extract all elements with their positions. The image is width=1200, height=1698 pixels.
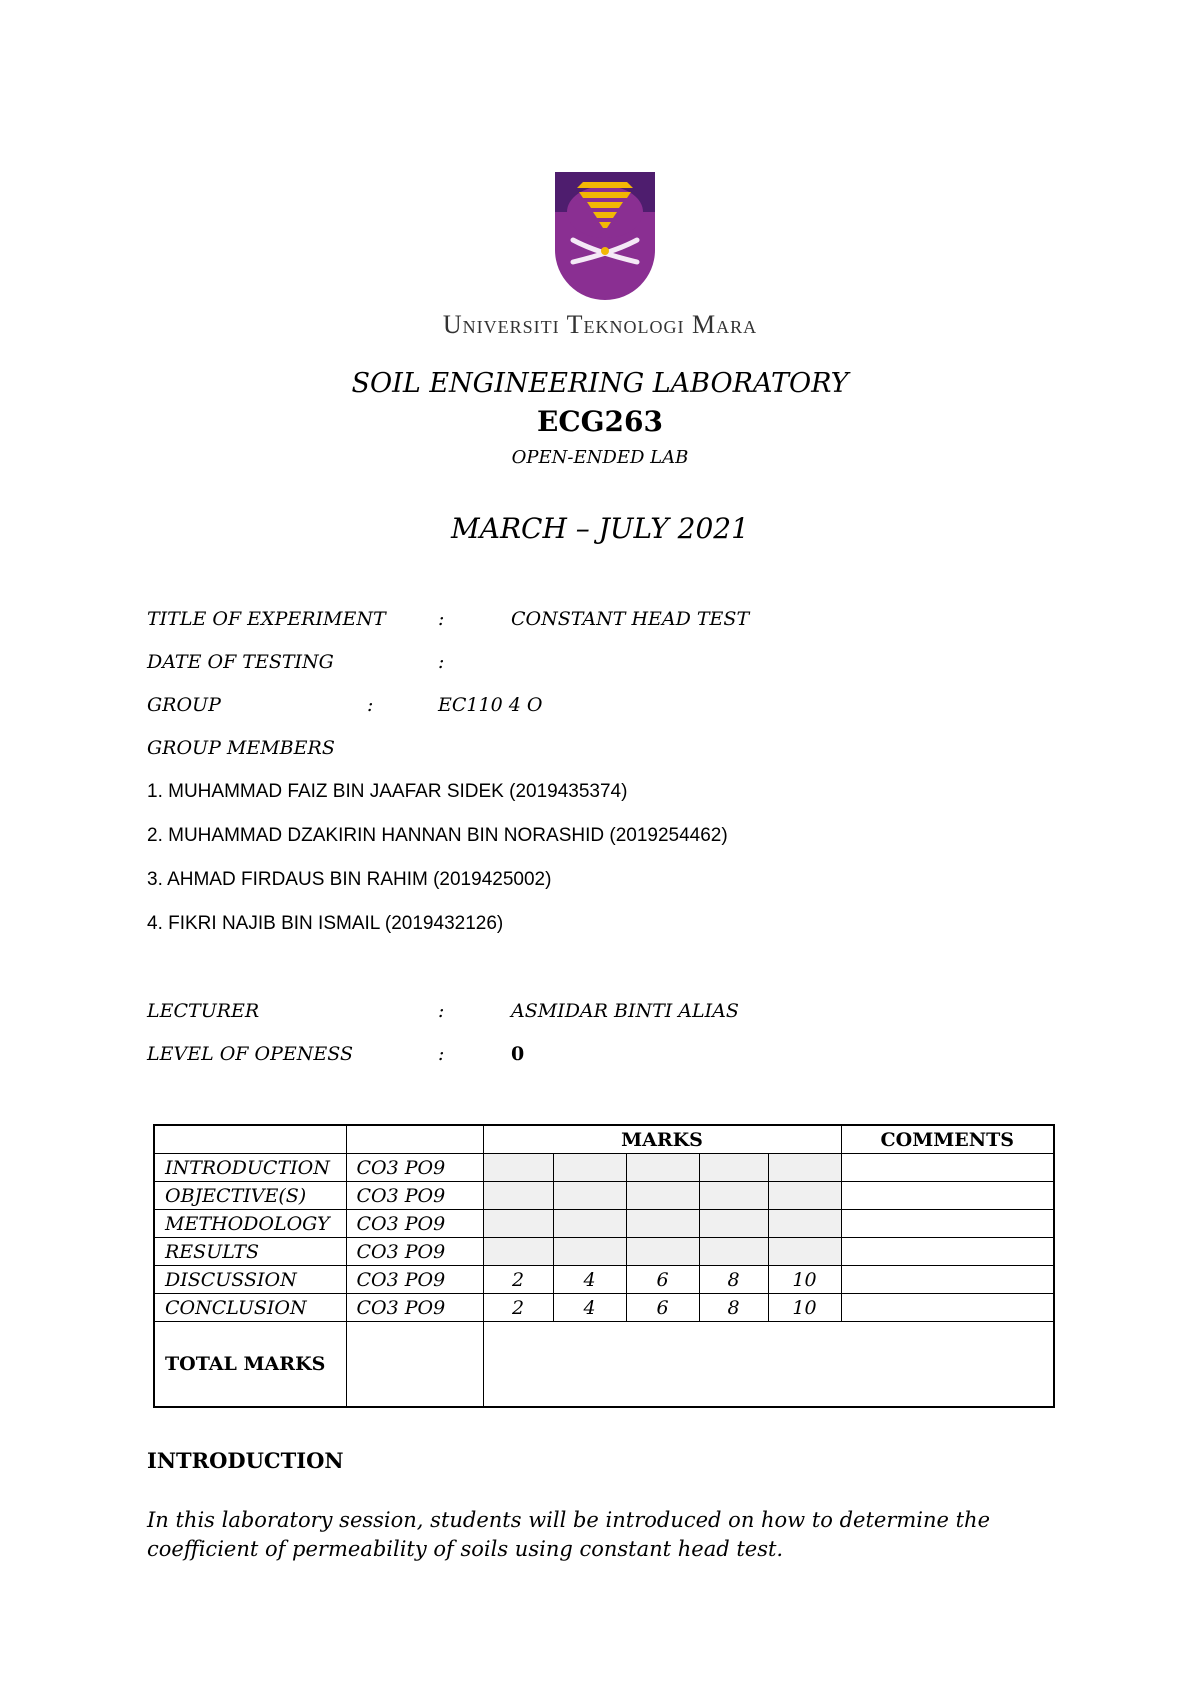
marks-header: MARKS [483, 1125, 841, 1154]
course-code: ECG263 [537, 405, 663, 438]
member-item: 2. MUHAMMAD DZAKIRIN HANNAN BIN NORASHID (2019254462) [147, 825, 728, 846]
comments-header: COMMENTS [841, 1125, 1054, 1154]
score-cell [553, 1182, 626, 1210]
uitm-crest-logo [555, 172, 655, 302]
score-cell: 8 [699, 1266, 768, 1294]
title-value: CONSTANT HEAD TEST [511, 608, 750, 630]
openess-value: 0 [511, 1043, 525, 1065]
score-cell: 2 [483, 1266, 553, 1294]
score-cell: 10 [768, 1294, 841, 1322]
score-cell [553, 1238, 626, 1266]
score-cell [626, 1154, 699, 1182]
table-cell [346, 1322, 483, 1408]
comment-cell [841, 1210, 1054, 1238]
score-cell [768, 1210, 841, 1238]
co-cell: CO3 PO9 [346, 1154, 483, 1182]
score-cell [768, 1182, 841, 1210]
section-cell: CONCLUSION [154, 1294, 346, 1322]
lecturer-label: LECTURER [147, 1000, 260, 1022]
score-cell: 6 [626, 1266, 699, 1294]
group-colon: : [367, 694, 374, 716]
table-row [154, 1266, 1054, 1294]
score-cell [553, 1210, 626, 1238]
co-cell: CO3 PO9 [346, 1238, 483, 1266]
introduction-text: In this laboratory session, students will be introduced on how to determine the coefficient of permeability of soils using constant head test. [147, 1508, 991, 1561]
score-cell: 6 [626, 1294, 699, 1322]
score-cell [626, 1210, 699, 1238]
table-row [154, 1294, 1054, 1322]
comment-cell [841, 1294, 1054, 1322]
section-cell: OBJECTIVE(S) [154, 1182, 346, 1210]
member-item: 3. AHMAD FIRDAUS BIN RAHIM (2019425002) [147, 869, 552, 890]
co-cell: CO3 PO9 [346, 1294, 483, 1322]
score-cell [699, 1238, 768, 1266]
table-cell [154, 1125, 346, 1154]
score-cell [483, 1210, 553, 1238]
lecturer-colon: : [438, 1000, 445, 1022]
section-cell: DISCUSSION [154, 1266, 346, 1294]
score-cell [483, 1154, 553, 1182]
table-row [154, 1154, 1054, 1182]
table-row [154, 1182, 1054, 1210]
score-cell [768, 1154, 841, 1182]
member-item: 1. MUHAMMAD FAIZ BIN JAAFAR SIDEK (2019435374) [147, 781, 628, 802]
co-cell: CO3 PO9 [346, 1182, 483, 1210]
comment-cell [841, 1266, 1054, 1294]
score-cell [626, 1182, 699, 1210]
title-colon: : [438, 608, 445, 630]
group-value: EC110 4 O [438, 694, 543, 716]
section-cell: INTRODUCTION [154, 1154, 346, 1182]
openess-label: LEVEL OF OPENESS [147, 1043, 353, 1065]
score-cell: 2 [483, 1294, 553, 1322]
table-cell [346, 1125, 483, 1154]
total-marks-label: TOTAL MARKS [154, 1322, 346, 1408]
score-cell [483, 1182, 553, 1210]
score-cell: 4 [553, 1294, 626, 1322]
co-cell: CO3 PO9 [346, 1266, 483, 1294]
introduction-heading: INTRODUCTION [147, 1448, 344, 1473]
date-label: DATE OF TESTING [147, 651, 334, 673]
openess-colon: : [438, 1043, 445, 1065]
total-marks-value [483, 1322, 1054, 1408]
total-row [154, 1322, 1054, 1408]
score-cell [626, 1238, 699, 1266]
lab-title: SOIL ENGINEERING LABORATORY [351, 368, 849, 399]
table-row [154, 1238, 1054, 1266]
section-cell: RESULTS [154, 1238, 346, 1266]
score-cell [553, 1154, 626, 1182]
date-colon: : [438, 651, 445, 673]
lecturer-value: ASMIDAR BINTI ALIAS [511, 1000, 739, 1022]
table-header-row [154, 1125, 1054, 1154]
marks-table [153, 1124, 1055, 1408]
group-label: GROUP [147, 694, 221, 716]
score-cell [483, 1238, 553, 1266]
score-cell [699, 1210, 768, 1238]
university-name: Universiti Teknologi Mara [442, 310, 758, 339]
members-label: GROUP MEMBERS [147, 737, 335, 759]
score-cell: 4 [553, 1266, 626, 1294]
co-cell: CO3 PO9 [346, 1210, 483, 1238]
semester: MARCH – JULY 2021 [451, 512, 749, 545]
comment-cell [841, 1154, 1054, 1182]
table-row [154, 1210, 1054, 1238]
member-item: 4. FIKRI NAJIB BIN ISMAIL (2019432126) [147, 913, 504, 934]
comment-cell [841, 1182, 1054, 1210]
score-cell: 10 [768, 1266, 841, 1294]
score-cell [699, 1154, 768, 1182]
score-cell [699, 1182, 768, 1210]
lab-type: OPEN-ENDED LAB [511, 447, 689, 468]
title-label: TITLE OF EXPERIMENT [147, 608, 386, 630]
comment-cell [841, 1238, 1054, 1266]
score-cell [768, 1238, 841, 1266]
section-cell: METHODOLOGY [154, 1210, 346, 1238]
score-cell: 8 [699, 1294, 768, 1322]
